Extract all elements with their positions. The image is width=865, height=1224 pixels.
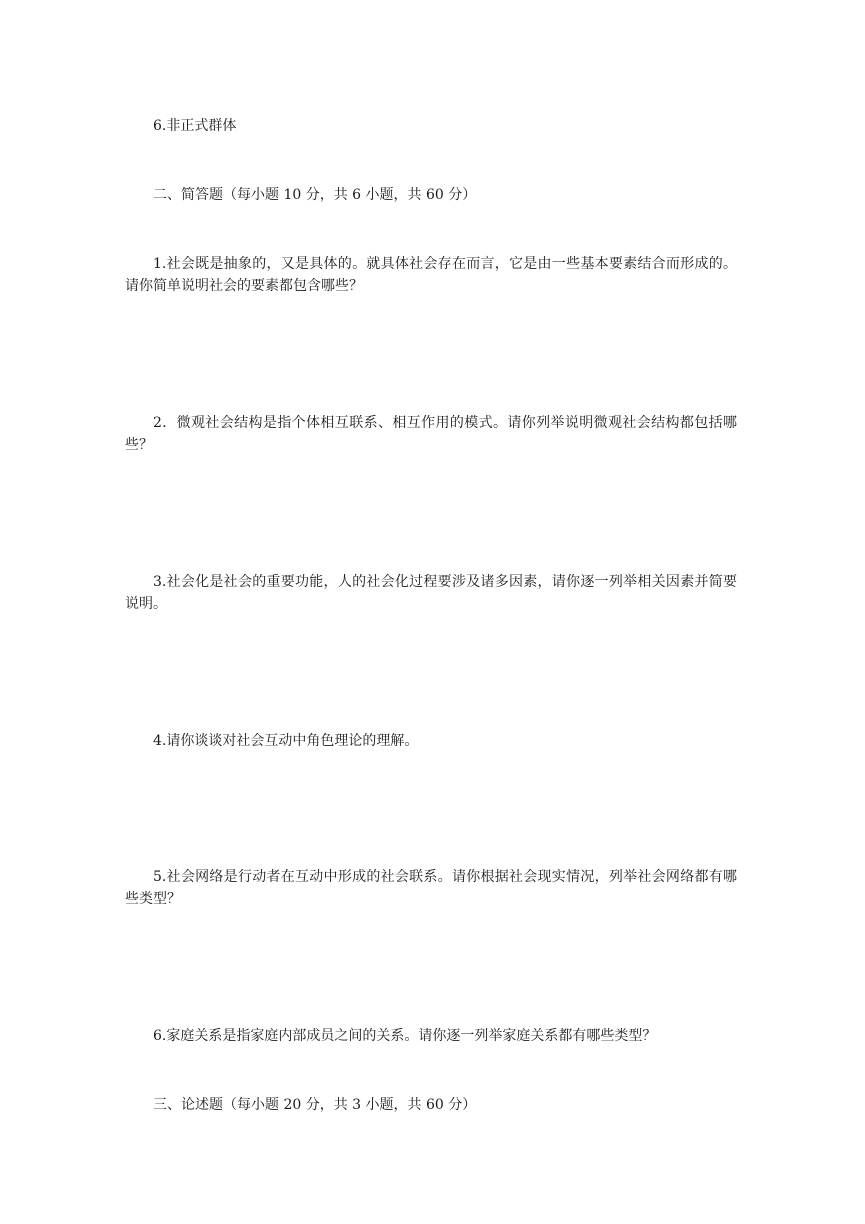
- question-6-family-relations: 6.家庭关系是指家庭内部成员之间的关系。请你逐一列举家庭关系都有哪些类型？: [153, 1028, 657, 1044]
- question-5-social-network-types: 5.社会网络是行动者在互动中形成的社会联系。请你根据社会现实情况，列举社会网络都有哪些类型？: [125, 869, 737, 907]
- question-4-role-theory: 4.请你谈谈对社会互动中角色理论的理解。: [153, 733, 419, 749]
- section-heading-short-answer: 二、简答题（每小题 10 分，共 6 小题，共 60 分）: [153, 187, 477, 203]
- question-1-social-elements: 1.社会既是抽象的，又是具体的。就具体社会存在而言，它是由一些基本要素结合而形成的。请你简单说明社会的要素都包含哪些？: [125, 256, 737, 294]
- question-2-micro-social-structure: 2．微观社会结构是指个体相互联系、相互作用的模式。请你列举说明微观社会结构都包括哪些？: [125, 415, 737, 453]
- section-heading-essay: 三、论述题（每小题 20 分，共 3 小题，共 60 分）: [153, 1097, 477, 1113]
- question-3-socialization-factors: 3.社会化是社会的重要功能，人的社会化过程要涉及诸多因素，请你逐一列举相关因素并简要说明。: [125, 574, 737, 612]
- term-item-informal-group: 6.非正式群体: [153, 118, 237, 134]
